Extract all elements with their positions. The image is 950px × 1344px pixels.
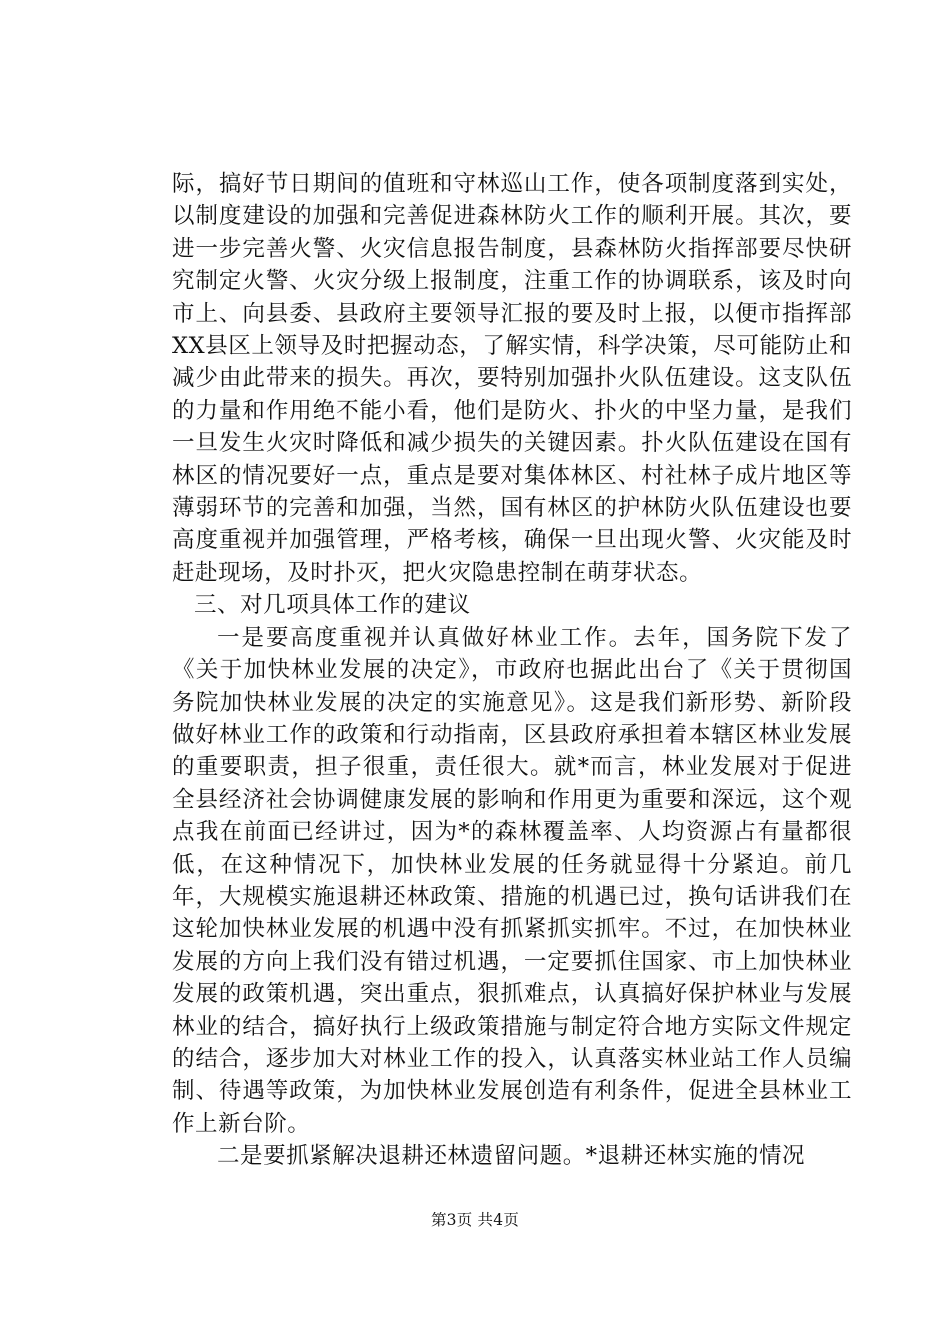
document-body [172, 168, 852, 1173]
paragraph-fire-prevention-continuation: 际，搞好节日期间的值班和守林巡山工作，使各项制度落到实处，以制度建设的加强和完善促进森林防火工作的顺利开展。其次，要进一步完善火警、火灾信息报告制度，县森林防火指挥部要尽快研究制定火警、火灾分级上报制度，注重工作的协调联系，该及时向市上、向县委、县政府主要领导汇报的要及时上报，以便市指挥部XX县区上领导及时把握动态，了解实情，科学决策，尽可能防止和减少由此带来的损失。再次，要特别加强扑火队伍建设。这支队伍的力量和作用绝不能小看，他们是防火、扑火的中坚力量，是我们一旦发生火灾时降低和减少损失的关键因素。扑火队伍建设在国有林区的情况要好一点，重点是要对集体林区、村社林子成片地区等薄弱环节的完善和加强，当然，国有林区的护林防火队伍建设也要高度重视并加强管理，严格考核，确保一旦出现火警、火灾能及时赶赴现场，及时扑灭，把火灾隐患控制在萌芽状态。 [172, 171, 852, 586]
paragraph-returning-farmland: 二是要抓紧解决退耕还林遗留问题。*退耕还林实施的情况 [217, 1143, 806, 1170]
paragraph-forestry-work: 一是要高度重视并认真做好林业工作。去年，国务院下发了《关于加快林业发展的决定》，市政府也据此出台了《关于贯彻国务院加快林业发展的决定的实施意见》。这是我们新形势、新阶段做好林业工作的政策和行动指南，区县政府承担着本辖区林业发展的重要职责，担子很重，责任很大。就*而言，林业发展对于促进全县经济社会协调健康发展的影响和作用更为重要和深远，这个观点我在前面已经讲过，因为*的森林覆盖率、人均资源占有量都很低，在这种情况下，加快林业发展的任务就显得十分紧迫。前几年，大规模实施退耕还林政策、措施的机遇已过，换句话讲我们在这轮加快林业发展的机遇中没有抓紧抓实抓牢。不过，在加快林业发展的方向上我们没有错过机遇，一定要抓住国家、市上加快林业发展的政策机遇，突出重点，狠抓难点，认真搞好保护林业与发展林业的结合，搞好执行上级政策措施与制定符合地方实际文件规定的结合，逐步加大对林业工作的投入，认真落实林业站工作人员编制、待遇等政策，为加快林业发展创造有利条件，促进全县林业工作上新台阶。 [172, 624, 852, 1137]
section-heading-suggestions: 三、对几项具体工作的建议 [194, 592, 471, 619]
page-number-footer: 第3页 共4页 [430, 1211, 520, 1229]
